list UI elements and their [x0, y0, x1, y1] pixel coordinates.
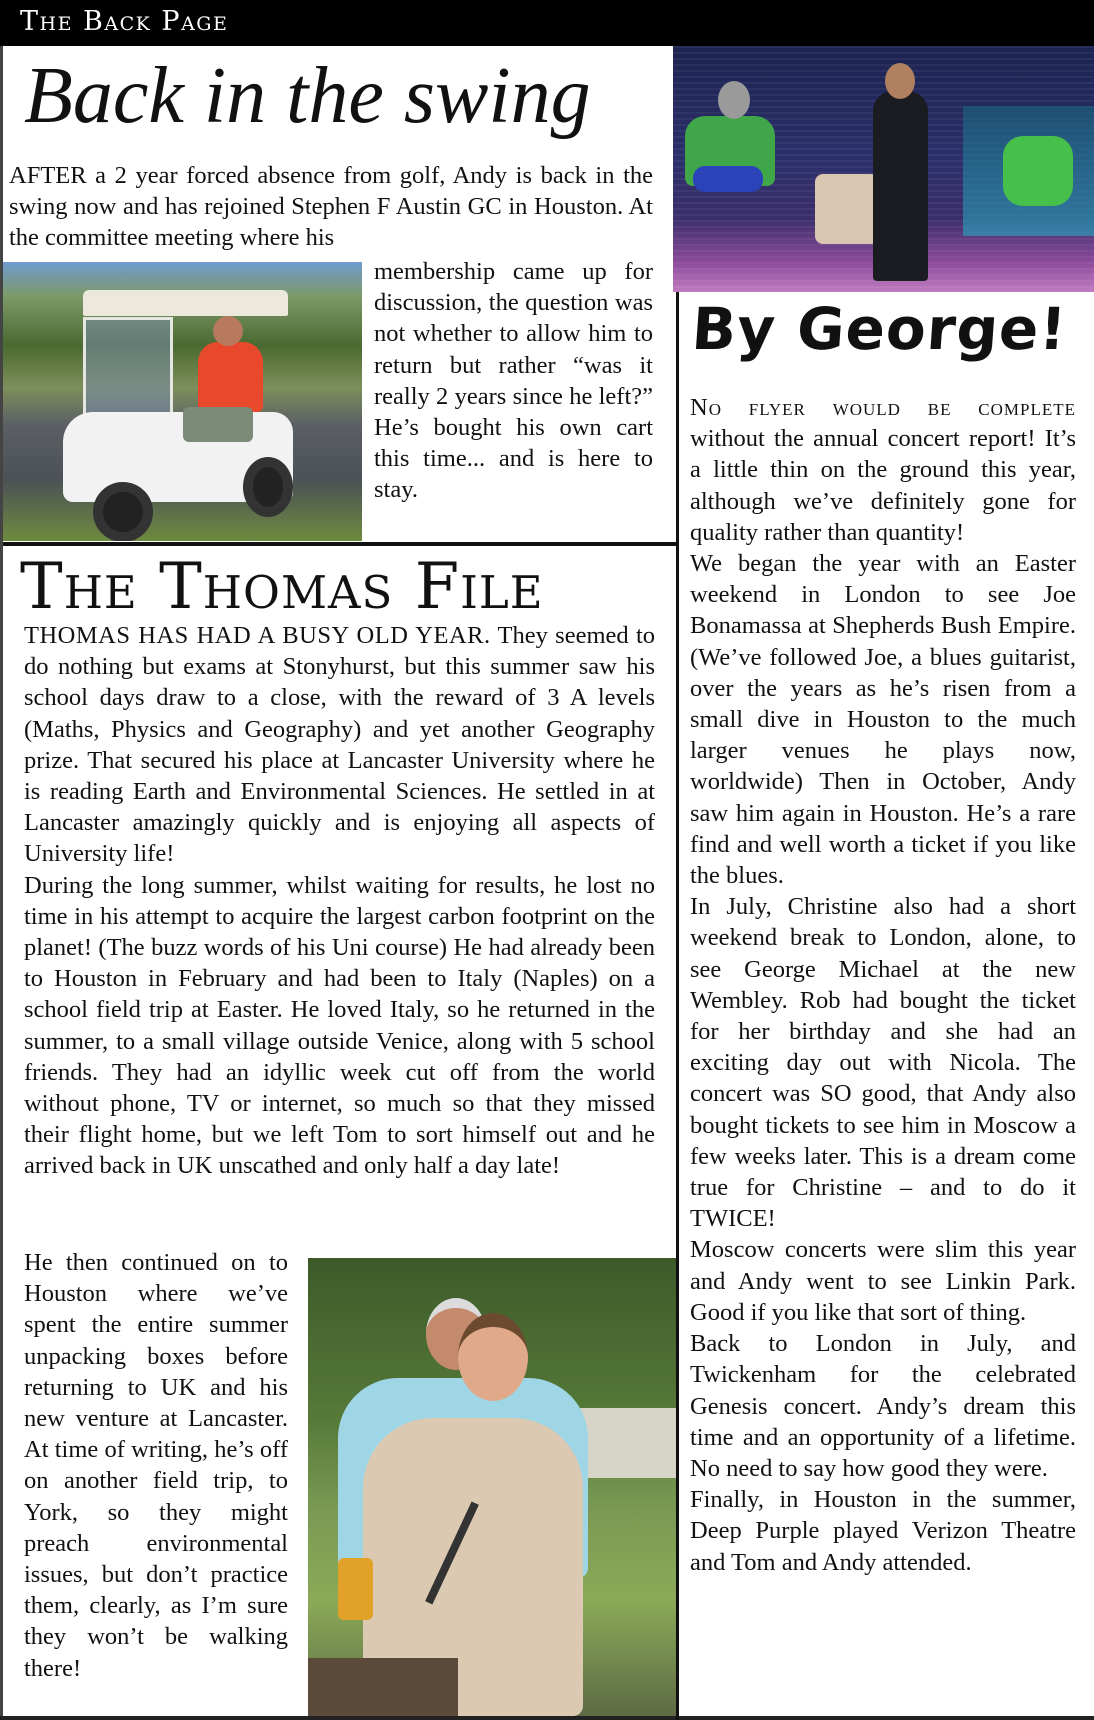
page-border-bottom	[0, 1716, 1094, 1720]
singer-head-shape	[885, 63, 915, 99]
golfer-shorts-shape	[183, 407, 253, 442]
thomas-paragraph-1	[24, 620, 655, 870]
thomas-paragraph-2: During the long summer, whilst waiting for results, he lost no time in his attempt to acquire the largest carbon footprint on the planet! (The buzz words of his Uni course) He had already been to Houston in February and had been to Italy (Naples) on a school field trip at Easter. He loved Italy, so he returned in the summer, to a small village outside Venice, along with 5 school friends. They had an idyllic week cut off from the world without phone, TV or internet, so much so that they missed their flight home, but we left Tom to sort himself out and he arrived back in UK unscathed and only half a day late!	[24, 871, 655, 1180]
cart-wheel-rear	[243, 457, 293, 517]
golfer-shirt-shape	[198, 342, 263, 412]
thomas-lead: THOMAS HAS HAD A BUSY OLD YEAR.	[24, 622, 491, 649]
thomas-paragraph-1-text: They seemed to do nothing but exams at Stonyhurst, but this summer saw his school days draw to a close, with the reward of 3 A levels (Maths, Physics and Geography) and yet another Geography prize. That secured his place at Lancaster University where he is reading Earth and Environmental Sciences. He settled in at Lancaster amazingly quickly and is enjoying all aspects of University life!	[24, 622, 656, 868]
george-paragraph-5: Back to London in July, and Twickenham for the celebrated Genesis concert. Andy’s dream this time and an opportunity of a lifetime. No need to say how good they were.	[690, 1330, 1076, 1482]
swing-continued-text: membership came up for discussion, the question was not whether to allow him to return but rather “was it really 2 years since he left?” He’s bought his own cart this time... and is here to stay.	[374, 258, 653, 504]
guitar-shape	[693, 166, 763, 192]
george-paragraph-2: We began the year with an Easter weekend in London to see Joe Bonamassa at Shepherds Bush Empire. (We’ve followed Joe, a blues guitarist, over the years as he’s risen from a small dive in Houston to the much larger venues he plays now, worldwide) Then in October, Andy saw him again in Houston. He’s a rare find and well worth a ticket if you like the blues.	[690, 550, 1076, 890]
conga-drums-shape	[815, 174, 879, 244]
header-bar	[0, 0, 1094, 46]
cart-roof-shape	[83, 290, 288, 316]
george-paragraph-3: In July, Christine also had a short weekend break to London, alone, to see George Michael at the new Wembley. Rob had bought the ticket for her birthday and she had an exciting day out with Nicola. The concert was SO good, that Andy also bought tickets to see him in Moscow a few weeks later. This is a dream come true for Christine – and to do it TWICE!	[690, 893, 1076, 1233]
thomas-article	[24, 620, 655, 1182]
george-paragraph-4: Moscow concerts were slim this year and Andy went to see Linkin Park. Good if you like that sort of thing.	[690, 1236, 1076, 1326]
george-headline: By George!	[689, 295, 1070, 363]
section-divider	[3, 542, 679, 546]
swing-intro-text: AFTER a 2 year forced absence from golf, Andy is back in the swing now and has rejoined Stephen F Austin GC in Houston. At the committee meeting where his	[9, 162, 653, 252]
concert-stage-photo	[673, 46, 1094, 292]
george-lead: No flyer would be complete	[690, 394, 1076, 421]
thomas-bbq-photo	[308, 1258, 676, 1716]
golf-cart-photo	[3, 262, 362, 541]
page-section-title: The Back Page	[20, 6, 229, 37]
wooden-table-shape	[308, 1658, 458, 1716]
cart-wheel-front	[93, 482, 153, 541]
boy-head-shape	[458, 1313, 528, 1401]
thomas-headline: The Thomas File	[20, 550, 544, 624]
golfer-head-shape	[213, 316, 243, 346]
swing-headline: Back in the swing	[24, 52, 591, 140]
george-paragraph-6: Finally, in Houston in the summer, Deep Purple played Verizon Theatre and Tom and Andy attended.	[690, 1486, 1076, 1576]
second-guitarist-shape	[1003, 136, 1073, 206]
george-paragraph-1-text: without the annual concert report! It’s a little thin on the ground this year, although we’ve definitely gone for quality rather than quantity!	[690, 425, 1076, 546]
thomas-continued-text: He then continued on to Houston where we’ve spent the entire summer unpacking boxes before returning to UK and his new venture at Lancaster. At time of writing, he’s off on another field trip, to York, so they might preach environmental issues, but don’t practice them, clearly, as I’m sure they won’t be walking there!	[24, 1249, 288, 1682]
drink-can-shape	[338, 1558, 373, 1620]
george-article	[690, 392, 1076, 1578]
singer-shape	[873, 91, 928, 281]
column-divider	[676, 76, 679, 1720]
cart-windshield-shape	[83, 317, 173, 417]
guitarist-head-shape	[718, 81, 750, 119]
george-paragraph-1	[690, 392, 1076, 548]
